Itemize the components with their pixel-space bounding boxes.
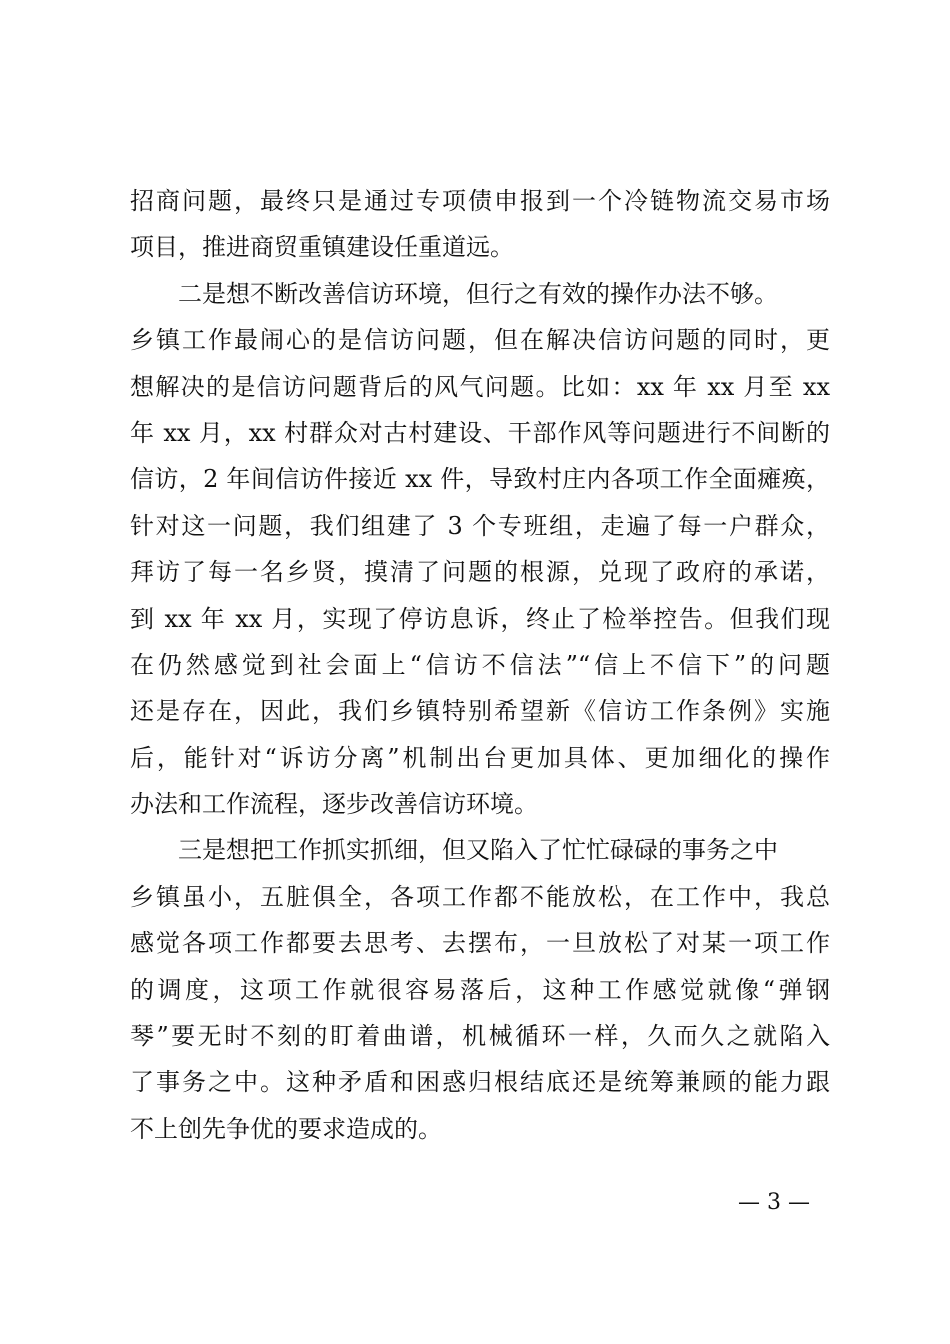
body-text <box>130 178 830 1152</box>
text-line: 乡镇工作最闹心的是信访问题，但在解决信访问题的同时，更 <box>130 326 830 355</box>
text-line: 琴”要无时不刻的盯着曲谱，机械循环一样，久而久之就陷入 <box>130 1022 830 1051</box>
text-line: 到 xx 年 xx 月，实现了停访息诉，终止了检举控告。但我们现 <box>130 604 830 633</box>
paragraph-heading-line: 三是想把工作抓实抓细，但又陷入了忙忙碌碌的事务之中 <box>178 836 778 865</box>
text-line: 想解决的是信访问题背后的风气问题。比如：xx 年 xx 月至 xx <box>130 372 830 401</box>
text-line: 乡镇虽小，五脏俱全，各项工作都不能放松，在工作中，我总 <box>130 882 830 911</box>
text-line: 年 xx 月，xx 村群众对古村建设、干部作风等问题进行不间断的 <box>130 418 830 447</box>
page-number: — 3 — <box>738 1190 810 1215</box>
text-line: 还是存在，因此，我们乡镇特别希望新《信访工作条例》实施 <box>130 697 830 726</box>
text-line: 项目，推进商贸重镇建设任重道远。 <box>130 233 514 262</box>
text-line: 拜访了每一名乡贤，摸清了问题的根源，兑现了政府的承诺， <box>130 558 830 587</box>
text-line: 感觉各项工作都要去思考、去摆布，一旦放松了对某一项工作 <box>130 929 830 958</box>
text-line: 后，能针对“诉访分离”机制出台更加具体、更加细化的操作 <box>130 743 830 772</box>
text-line: 招商问题，最终只是通过专项债申报到一个冷链物流交易市场 <box>130 187 830 215</box>
text-line: 的调度，这项工作就很容易落后，这种工作感觉就像“弹钢 <box>130 975 830 1004</box>
text-line: 不上创先争优的要求造成的。 <box>130 1114 442 1143</box>
paragraph-heading-line: 二是想不断改善信访环境，但行之有效的操作办法不够。 <box>178 279 778 308</box>
text-line: 针对这一问题，我们组建了 3 个专班组，走遍了每一户群众， <box>130 511 830 540</box>
text-line: 了事务之中。这种矛盾和困惑归根结底还是统筹兼顾的能力跟 <box>130 1068 830 1097</box>
text-line: 办法和工作流程，逐步改善信访环境。 <box>130 790 538 819</box>
text-line: 信访，2 年间信访件接近 xx 件，导致村庄内各项工作全面瘫痪， <box>130 465 830 494</box>
text-line: 在仍然感觉到社会面上“信访不信法”“信上不信下”的问题 <box>130 650 830 679</box>
